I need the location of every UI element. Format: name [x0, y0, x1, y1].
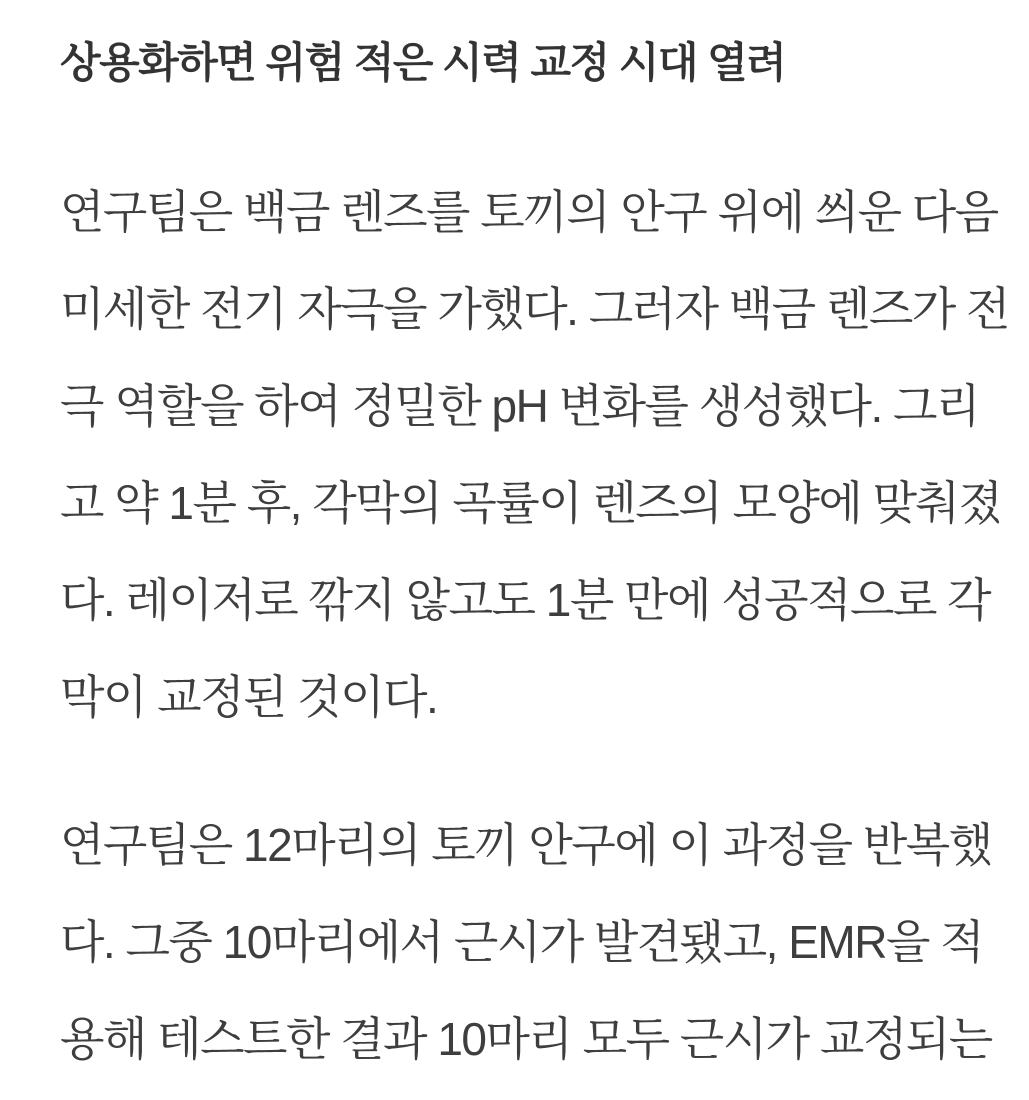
text-line: 극 역할을 하여 정밀한 pH 변화를 생성했다. 그리 — [60, 380, 979, 432]
text-line: 고 약 1분 후, 각막의 곡률이 렌즈의 모양에 맞춰졌 — [60, 477, 1002, 529]
article-heading: 상용화하면 위험 적은 시력 교정 시대 열려 — [60, 39, 786, 86]
text-line: 연구팀은 백금 렌즈를 토끼의 안구 위에 씌운 다음 — [60, 186, 998, 238]
text-line: 용해 테스트한 결과 10마리 모두 근시가 교정되는 — [60, 1013, 992, 1065]
paragraph-1 — [60, 164, 1009, 746]
paragraph-2 — [60, 797, 993, 1088]
text-line: 다. 레이저로 깎지 않고도 1분 만에 성공적으로 각 — [60, 574, 991, 626]
text-line: 막이 교정된 것이다. — [60, 671, 438, 723]
text-line: 미세한 전기 자극을 가했다. 그러자 백금 렌즈가 전 — [60, 283, 1009, 335]
text-line: 연구팀은 12마리의 토끼 안구에 이 과정을 반복했 — [60, 819, 992, 871]
text-line: 다. 그중 10마리에서 근시가 발견됐고, EMR을 적 — [60, 916, 984, 968]
